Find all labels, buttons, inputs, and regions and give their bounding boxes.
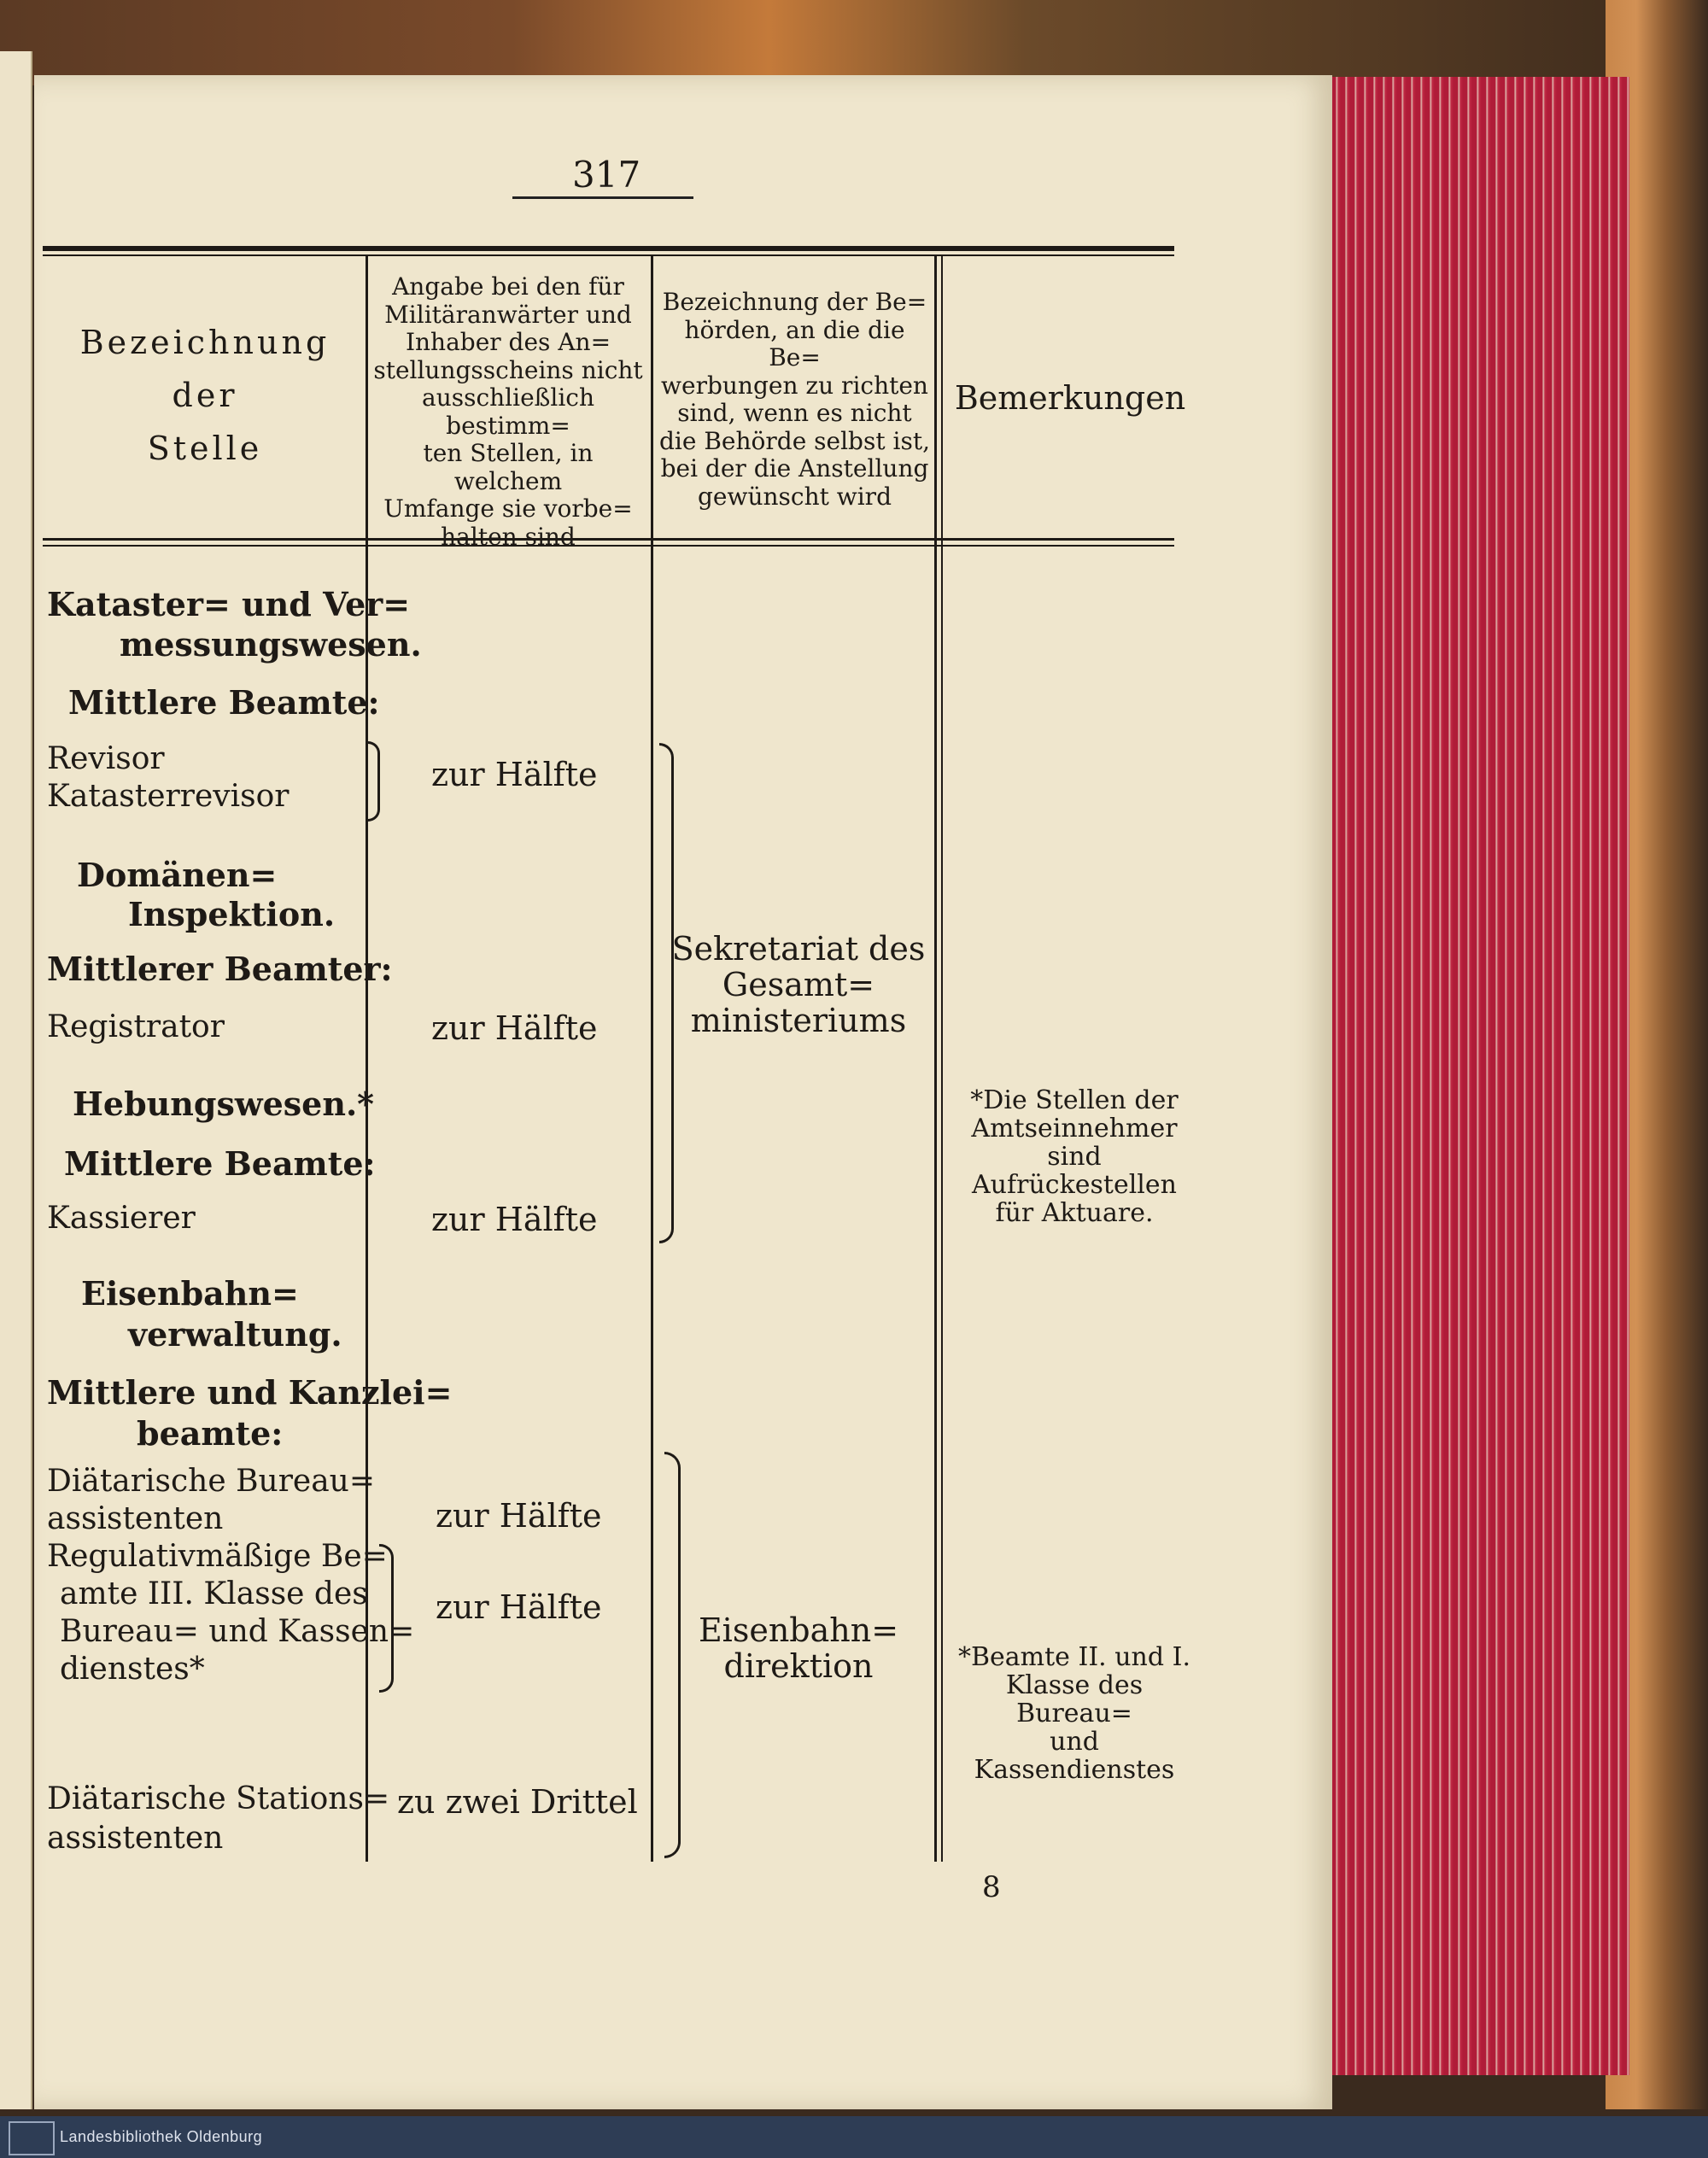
remark-line: und Kassendienstes (974, 1727, 1175, 1785)
section-title: Hebungswesen.* (73, 1085, 375, 1123)
authority-line: direktion (723, 1647, 874, 1685)
header-col3-line: Bezeichnung der Be= (662, 288, 927, 316)
brace-kataster (367, 741, 380, 822)
header-column-remarks: Bemerkungen (954, 379, 1186, 417)
left-page-edge (0, 51, 32, 2109)
section-title: verwaltung. (128, 1315, 342, 1354)
position-name: Revisor (47, 741, 165, 776)
position-name: assistenten (47, 1501, 224, 1536)
header-col1-line: Bezeichnung (79, 324, 330, 361)
reservation-share: zur Hälfte (436, 1588, 602, 1626)
signature-mark: 8 (982, 1870, 1001, 1904)
page-edges-red (1319, 77, 1629, 2075)
position-name: assistenten (47, 1821, 224, 1856)
header-col2-line: halten sind (441, 522, 576, 551)
header-col3-line: gewünscht wird (698, 482, 892, 511)
position-name: Registrator (47, 1009, 225, 1044)
section-subtitle: beamte: (137, 1414, 284, 1453)
section-title: Kataster= und Ver= (47, 585, 411, 623)
position-name: Regulativmäßige Be= (47, 1539, 388, 1574)
table-top-rule-thin (43, 254, 1174, 256)
header-column-reservation (367, 273, 649, 551)
reservation-share: zur Hälfte (431, 1009, 598, 1047)
position-name: Diätarische Bureau= (47, 1464, 376, 1499)
header-col3-line: bei der die Anstellung (660, 454, 929, 482)
position-name: Kassierer (47, 1201, 196, 1236)
header-col3-line: die Behörde selbst ist, (659, 426, 930, 455)
remark-line: Amtseinnehmer (971, 1114, 1178, 1143)
header-column-authority (656, 289, 933, 511)
column-divider-3b (941, 256, 943, 1862)
header-col2-line: Angabe bei den für (392, 272, 624, 301)
library-logo-icon (9, 2121, 55, 2155)
section-title: Domänen= (77, 856, 278, 894)
section-title: messungswesen. (120, 625, 422, 664)
authority-line: Eisenbahn= (698, 1611, 899, 1649)
position-name: Bureau= und Kassen= (60, 1614, 415, 1649)
page-number: 317 (572, 154, 641, 196)
header-column-designation (47, 316, 363, 475)
header-col2-line: ten Stellen, in welchem (423, 439, 594, 495)
section-subtitle: Mittlere Beamte: (64, 1144, 376, 1183)
authority-line: ministeriums (690, 1002, 907, 1039)
authority-line: Sekretariat des (671, 930, 926, 968)
remark-line: sind Aufrückestellen (972, 1142, 1177, 1200)
table-top-rule (43, 246, 1174, 251)
remark-line: *Beamte II. und I. (957, 1642, 1191, 1672)
position-name: Diätarische Stations= (47, 1781, 390, 1816)
authority-line: Gesamt= (722, 966, 875, 1003)
section-subtitle: Mittlerer Beamter: (47, 950, 393, 988)
remark-2 (946, 1643, 1202, 1784)
header-col2-line: Militäranwärter und (384, 300, 632, 329)
header-col2-line: Inhaber des An= (405, 328, 611, 356)
header-col3-line: werbungen zu richten (661, 371, 928, 400)
header-col3-line: sind, wenn es nicht (677, 399, 912, 427)
position-name: dienstes* (60, 1652, 205, 1687)
remark-line: für Aktuare. (995, 1198, 1154, 1228)
section-title: Inspektion. (128, 895, 336, 933)
section-title: Eisenbahn= (81, 1274, 299, 1313)
reservation-share: zur Hälfte (431, 756, 598, 793)
page-number-rule (512, 196, 693, 199)
header-col3-line: hörden, an die die Be= (684, 315, 905, 371)
section-subtitle: Mittlere Beamte: (68, 683, 380, 722)
remark-1 (946, 1086, 1202, 1227)
authority-railway-directorate (670, 1612, 927, 1684)
position-name: amte III. Klasse des (60, 1576, 368, 1611)
reservation-share: zur Hälfte (431, 1201, 598, 1238)
book-cover-top (0, 0, 1708, 85)
column-divider-3 (934, 256, 937, 1862)
reservation-share: zur Hälfte (436, 1497, 602, 1535)
header-col2-line: ausschließlich bestimm= (422, 383, 594, 440)
library-name: Landesbibliothek Oldenburg (60, 2128, 263, 2145)
header-col2-line: Umfange sie vorbe= (383, 494, 633, 523)
header-col2-line: stellungsscheins nicht (373, 355, 643, 384)
section-subtitle: Mittlere und Kanzlei= (47, 1373, 453, 1412)
position-name: Katasterrevisor (47, 779, 290, 814)
remark-line: *Die Stellen der (970, 1085, 1179, 1115)
remark-line: Klasse des Bureau= (1005, 1670, 1144, 1728)
header-col1-line: Stelle (147, 430, 263, 467)
authority-secretariat (670, 931, 927, 1038)
column-divider-2 (651, 256, 653, 1862)
reservation-share: zu zwei Drittel (397, 1783, 638, 1821)
brace-eisenbahn-item2 (379, 1544, 394, 1693)
header-col1-line: der (172, 377, 238, 414)
